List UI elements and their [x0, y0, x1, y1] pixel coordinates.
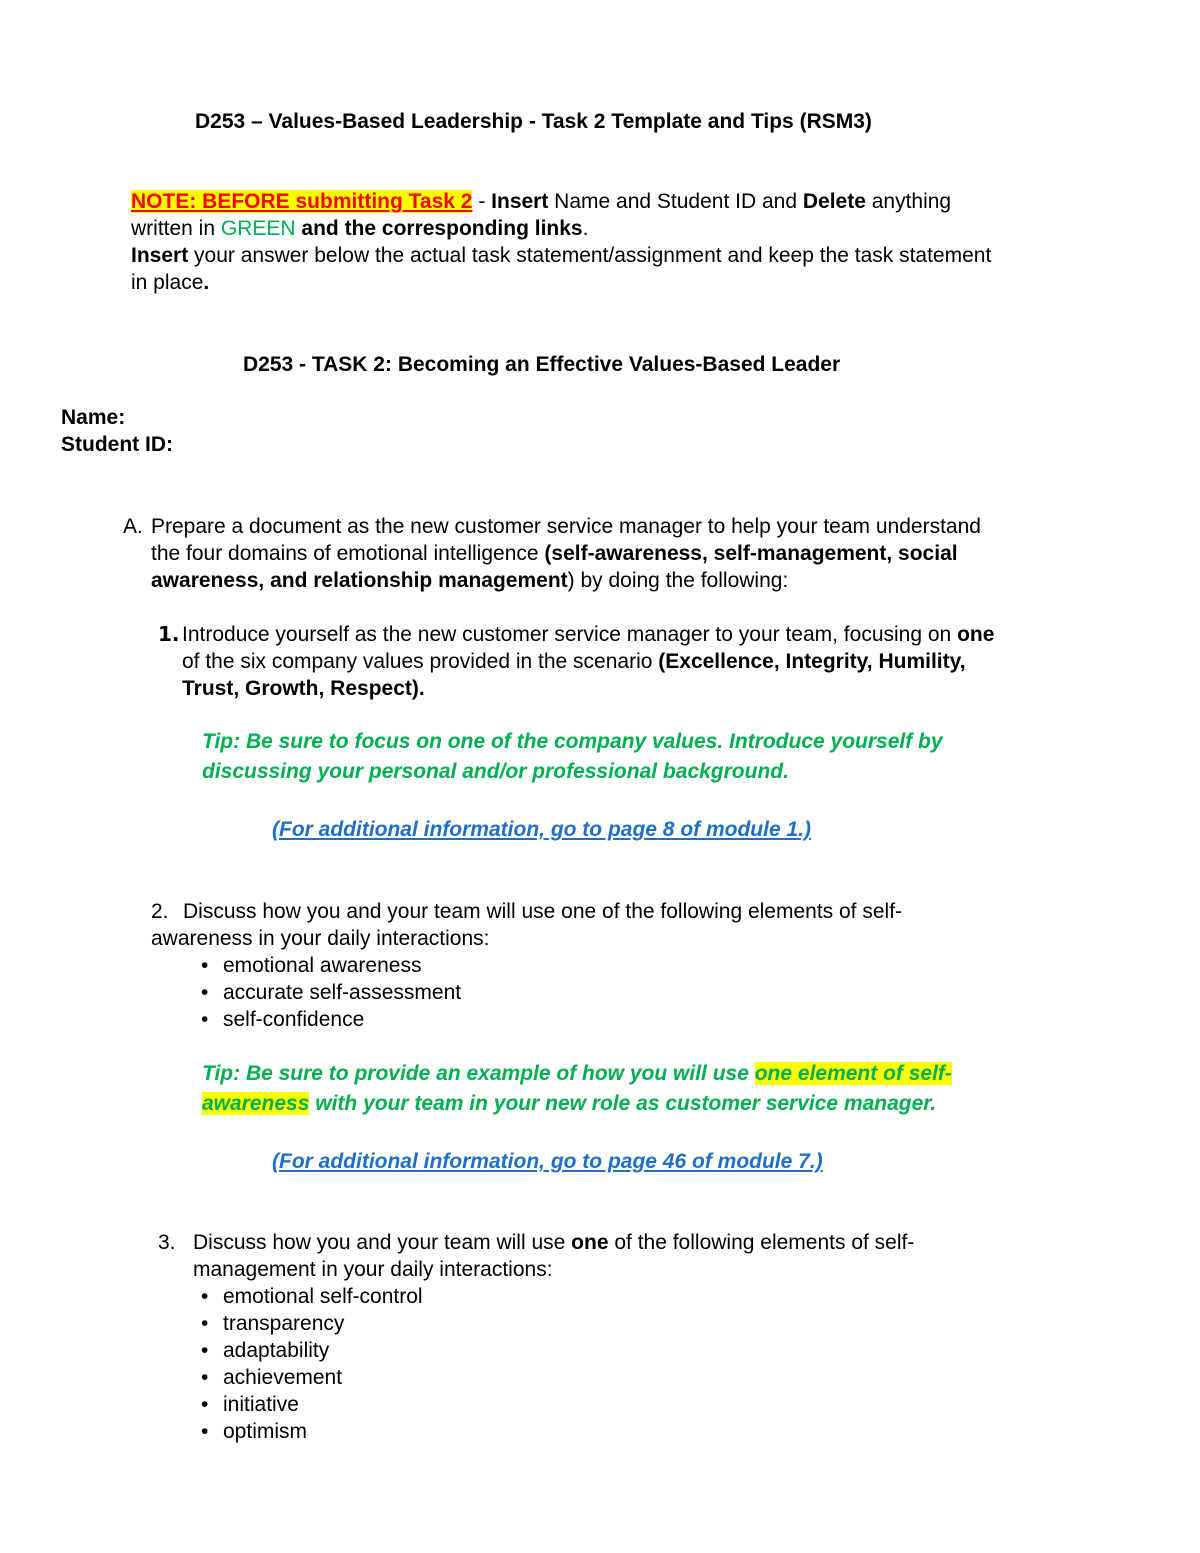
note-line-2: written in GREEN and the corresponding links.	[131, 217, 589, 240]
item-1-line-3: Trust, Growth, Respect).	[182, 677, 425, 700]
list-item: • achievement	[201, 1366, 343, 1389]
list-item: • self-confidence	[201, 1008, 365, 1031]
list-item: • adaptability	[201, 1339, 330, 1362]
item-3-line-2: management in your daily interactions:	[193, 1258, 553, 1281]
item-2-tip-line-2: awareness with your team in your new role as customer service manager.	[202, 1092, 937, 1115]
document-title: D253 – Values-Based Leadership - Task 2 Template and Tips (RSM3)	[195, 110, 872, 133]
item-3-marker: 3.	[158, 1231, 176, 1254]
item-1-marker: 1.	[158, 622, 180, 646]
highlighted-phrase: one element of self-	[754, 1062, 952, 1085]
section-a-line-1: Prepare a document as the new customer service manager to help your team understand	[151, 515, 981, 538]
module-1-link[interactable]: (For additional information, go to page 8 of module 1.)	[272, 818, 811, 841]
item-2-tip-line-1: Tip: Be sure to provide an example of how you will use one element of self-	[202, 1062, 952, 1085]
item-1-line-1: Introduce yourself as the new customer service manager to your team, focusing on one	[182, 623, 995, 646]
note-line-3: Insert your answer below the actual task statement/assignment and keep the task statement	[131, 244, 992, 267]
list-item: • accurate self-assessment	[201, 981, 462, 1004]
note-line-1: NOTE: BEFORE submitting Task 2 - Insert Name and Student ID and Delete anything	[131, 190, 952, 213]
green-word: GREEN	[220, 217, 296, 240]
section-a-line-2: the four domains of emotional intelligence (self-awareness, self-management, social	[151, 542, 958, 565]
list-item: • emotional self-control	[201, 1285, 423, 1308]
item-2-line-1: Discuss how you and your team will use one of the following elements of self-	[183, 900, 903, 923]
list-item: • optimism	[201, 1420, 308, 1443]
item-3-line-1: Discuss how you and your team will use one of the following elements of self-	[193, 1231, 915, 1254]
section-a-line-3: awareness, and relationship management) by doing the following:	[151, 569, 789, 592]
highlighted-phrase: awareness	[202, 1092, 310, 1115]
item-1-tip-line-2: discussing your personal and/or professional background.	[202, 760, 789, 783]
module-7-link[interactable]: (For additional information, go to page 46 of module 7.)	[272, 1150, 823, 1173]
item-1-tip-line-1: Tip: Be sure to focus on one of the company values. Introduce yourself by	[202, 730, 943, 753]
task-title: D253 - TASK 2: Becoming an Effective Values-Based Leader	[243, 353, 841, 376]
item-2-line-2: awareness in your daily interactions:	[151, 927, 490, 950]
note-line-4: in place.	[131, 271, 210, 294]
note-label: NOTE: BEFORE submitting Task 2	[131, 190, 473, 213]
student-id-label: Student ID:	[61, 433, 173, 456]
list-item: • emotional awareness	[201, 954, 422, 977]
item-2-marker: 2.	[151, 900, 169, 923]
section-a-marker: A.	[123, 515, 143, 538]
item-1-line-2: of the six company values provided in the scenario (Excellence, Integrity, Humility,	[182, 650, 966, 673]
name-label: Name:	[61, 406, 126, 429]
list-item: • transparency	[201, 1312, 345, 1335]
list-item: • initiative	[201, 1393, 299, 1416]
